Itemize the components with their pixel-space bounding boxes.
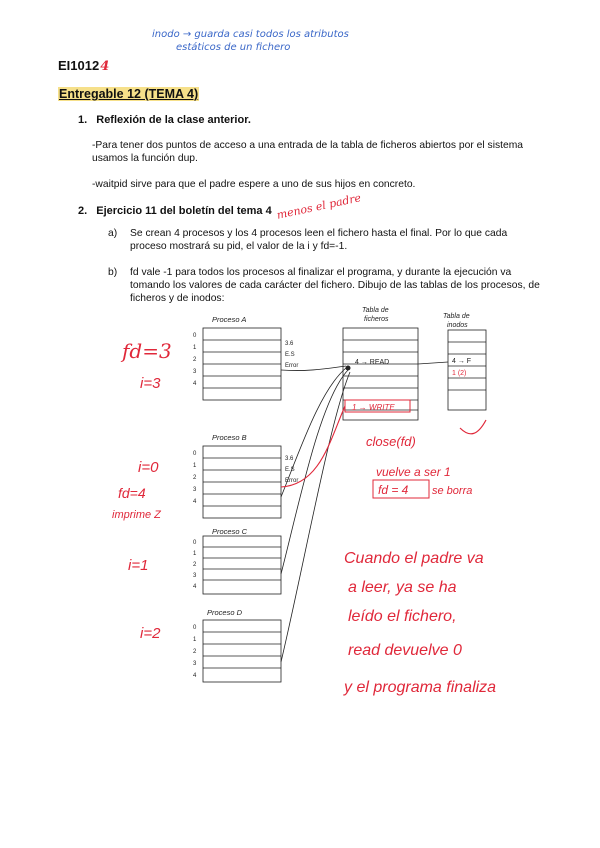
item-b-marker: b) <box>108 267 118 278</box>
process-d-name: Proceso D <box>207 608 243 617</box>
conclusion-note <box>343 550 496 696</box>
file-to-inode-arrow <box>418 362 448 364</box>
file-table-header <box>362 307 389 323</box>
process-a-entry-2: Error <box>285 363 299 369</box>
process-file-inode-diagram <box>0 300 600 720</box>
conclusion-line-3: leído el fichero, <box>348 608 457 625</box>
section-2-title: Ejercicio 11 del boletín del tema 4 <box>96 205 272 217</box>
process-c-name: Proceso C <box>212 527 248 536</box>
course-code-annotation: 4 <box>100 59 110 74</box>
file-table-label-2: ficheros <box>364 316 389 323</box>
close-note-call: close(fd) <box>366 434 416 449</box>
process-b-note-print: imprime Z <box>112 509 161 521</box>
section-2-heading <box>78 205 272 217</box>
file-table-entry-write: 1 → WRITE <box>352 403 395 412</box>
file-table-entry-read: 4 → READ <box>355 359 390 366</box>
process-a-name: Proceso A <box>212 315 247 324</box>
header-note-line-1: inodo → guarda casi todos los atributos <box>152 29 349 40</box>
inode-entry-1: 4 → F <box>452 358 472 365</box>
assignment-title <box>58 85 199 103</box>
process-a-note-i: i=3 <box>140 375 161 392</box>
conclusion-line-5: y el programa finaliza <box>344 679 497 696</box>
close-note-back-to-1: vuelve a ser 1 <box>376 465 451 479</box>
process-b-entry-1: E.S <box>285 467 295 473</box>
process-a-slot-4: 4 <box>193 381 197 387</box>
process-b-entry-2: Error <box>285 478 299 484</box>
file-table-label-1: Tabla de <box>362 307 389 314</box>
process-b-name: Proceso B <box>212 433 247 442</box>
close-note-deleted: se borra <box>432 485 473 497</box>
process-d <box>193 608 281 682</box>
section-2-number: 2. <box>78 205 88 217</box>
item-a-marker: a) <box>108 228 118 239</box>
process-c-slot-2: 2 <box>193 562 197 568</box>
section-2-annotation: menos el padre <box>275 191 363 222</box>
header-note-line-2: estáticos de un fichero <box>176 42 291 53</box>
section-1-paragraph-2: -waitpid sirve para que el padre espere a uno de sus hijos en concreto. <box>92 179 416 190</box>
process-d-slot-2: 2 <box>193 649 197 655</box>
process-a-slot-0: 0 <box>193 333 197 339</box>
process-b-slot-1: 1 <box>193 463 197 469</box>
process-a-note-fd: fd=3 <box>122 339 172 363</box>
process-a <box>193 315 298 400</box>
process-d-slot-4: 4 <box>193 673 197 679</box>
close-arrow <box>460 420 486 434</box>
process-c <box>193 527 281 594</box>
course-code <box>58 58 109 74</box>
header-note <box>152 28 349 54</box>
process-c-slot-3: 3 <box>193 573 197 579</box>
process-a-entry-0: 3.6 <box>285 341 294 347</box>
process-d-note-i: i=2 <box>140 625 161 642</box>
section-1-heading <box>78 114 251 126</box>
item-b-text: fd vale -1 para todos los procesos al finalizar el programa, y durante la ejecución va tomando los valores de cada carácter del fichero. Dibujo de las tablas de los procesos, de ficheros y de inodos: <box>130 267 540 304</box>
close-note-fd: fd = 4 <box>378 483 409 497</box>
process-c-slot-1: 1 <box>193 551 197 557</box>
process-b-note-fd: fd=4 <box>118 485 146 501</box>
conclusion-line-2: a leer, ya se ha <box>348 579 457 596</box>
process-d-slot-3: 3 <box>193 661 197 667</box>
assignment-title-text: Entregable 12 (TEMA 4) <box>59 87 199 101</box>
process-b-entry-0: 3.6 <box>285 456 294 462</box>
inode-table-label-2: inodos <box>447 322 468 329</box>
inode-table-header <box>443 313 470 329</box>
process-to-file-table-arrows <box>281 366 350 662</box>
process-b-slot-3: 3 <box>193 487 197 493</box>
item-a-text: Se crean 4 procesos y los 4 procesos leen el fichero hasta el final. Por lo que cada proceso mostrará su pid, el valor de la i y fd=-1. <box>130 228 508 252</box>
file-table-pointer-dot <box>346 366 351 371</box>
section-1-number: 1. <box>78 114 88 126</box>
section-1-paragraph-1: -Para tener dos puntos de acceso a una entrada de la tabla de ficheros abiertos por el sistema usamos la función dup. <box>92 140 524 164</box>
inode-table-label-1: Tabla de <box>443 313 470 320</box>
process-a-entry-1: E.S <box>285 352 295 358</box>
process-a-slot-3: 3 <box>193 369 197 375</box>
process-b <box>193 433 298 518</box>
conclusion-line-1: Cuando el padre va <box>344 550 484 567</box>
process-b-slot-2: 2 <box>193 475 197 481</box>
course-code-text: EI1012 <box>58 58 100 73</box>
conclusion-line-4: read devuelve 0 <box>348 642 462 659</box>
process-d-slot-0: 0 <box>193 625 197 631</box>
process-b-note-i: i=0 <box>138 459 159 476</box>
process-d-slot-1: 1 <box>193 637 197 643</box>
process-c-slot-4: 4 <box>193 584 197 590</box>
process-b-slot-0: 0 <box>193 451 197 457</box>
process-c-slot-0: 0 <box>193 540 197 546</box>
inode-entry-2: 1 (2) <box>452 370 467 377</box>
process-a-slot-1: 1 <box>193 345 197 351</box>
process-a-slot-2: 2 <box>193 357 197 363</box>
section-1-title: Reflexión de la clase anterior. <box>96 114 251 126</box>
process-c-note-i: i=1 <box>128 557 149 574</box>
process-b-slot-4: 4 <box>193 499 197 505</box>
